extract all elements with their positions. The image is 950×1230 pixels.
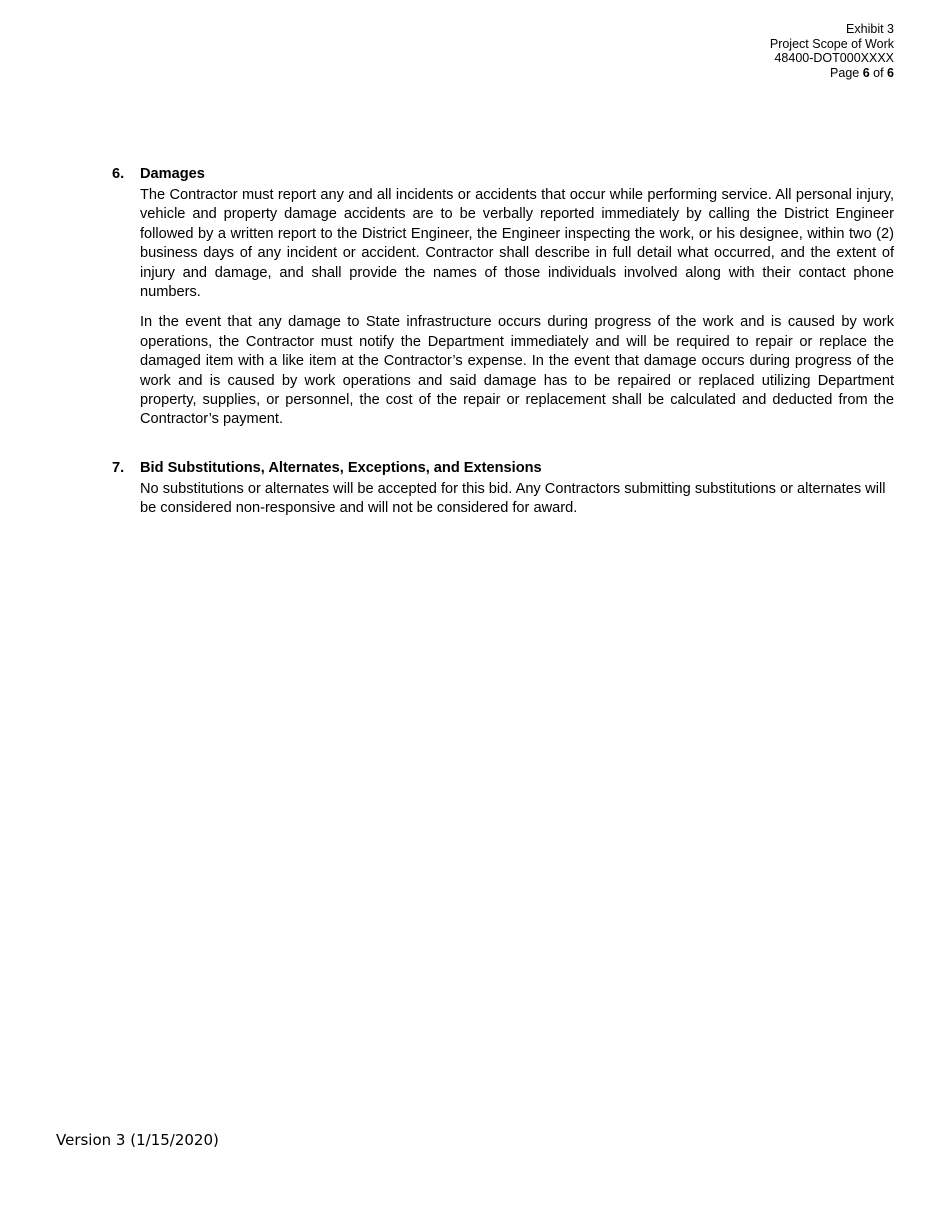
page-number <box>770 66 894 81</box>
paragraph: In the event that any damage to State infrastructure occurs during progress of the work and is caused by work operations, the Contractor must notify the Department immediately and will be required to repair or replace the damaged item with a like item at the Contractor’s expense. In the event that damage occurs during progress of the work and is caused by work operations and said damage has to be repaired or replaced utilizing Department property, supplies, or personnel, the cost of the repair or replacement shall be calculated and deducted from the Contractor’s payment. <box>140 314 894 428</box>
page-prefix: Page <box>830 65 863 80</box>
page-of: of <box>869 65 888 80</box>
section-heading <box>112 458 894 478</box>
project-scope-label: Project Scope of Work <box>769 36 894 51</box>
section-number: 7. <box>112 460 125 476</box>
section-title: Damages <box>140 166 205 182</box>
version-footer: Version 3 (1/15/2020) <box>56 1131 219 1149</box>
paragraph: No substitutions or alternates will be accepted for this bid. Any Contractors submitting substitutions or alternates will be considered non-responsive and will not be considered for award. <box>140 481 886 517</box>
section-damages <box>112 164 894 430</box>
section-title: Bid Substitutions, Alternates, Exceptions, and Extensions <box>140 460 542 476</box>
contract-number: 48400-DOT000XXXX <box>774 51 894 66</box>
section-number: 6. <box>112 166 125 182</box>
page-header <box>770 22 894 80</box>
exhibit-label: Exhibit 3 <box>846 22 894 36</box>
section-heading <box>112 164 894 184</box>
paragraph: The Contractor must report any and all incidents or accidents that occur while performing service. All personal injury, vehicle and property damage accidents are to be verbally reported immediately by calling the District Engineer followed by a written report to the District Engineer, the Engineer inspecting the work, or his designee, within two (2) business days of any incident or accident. Contractor shall describe in full detail what occurred, and the extent of injury and damage, and shall provide the names of those individuals involved along with their contact phone numbers. <box>140 187 894 301</box>
section-bid-substitutions <box>112 458 894 519</box>
page-current: 6 <box>862 65 870 80</box>
page-total: 6 <box>887 65 894 80</box>
